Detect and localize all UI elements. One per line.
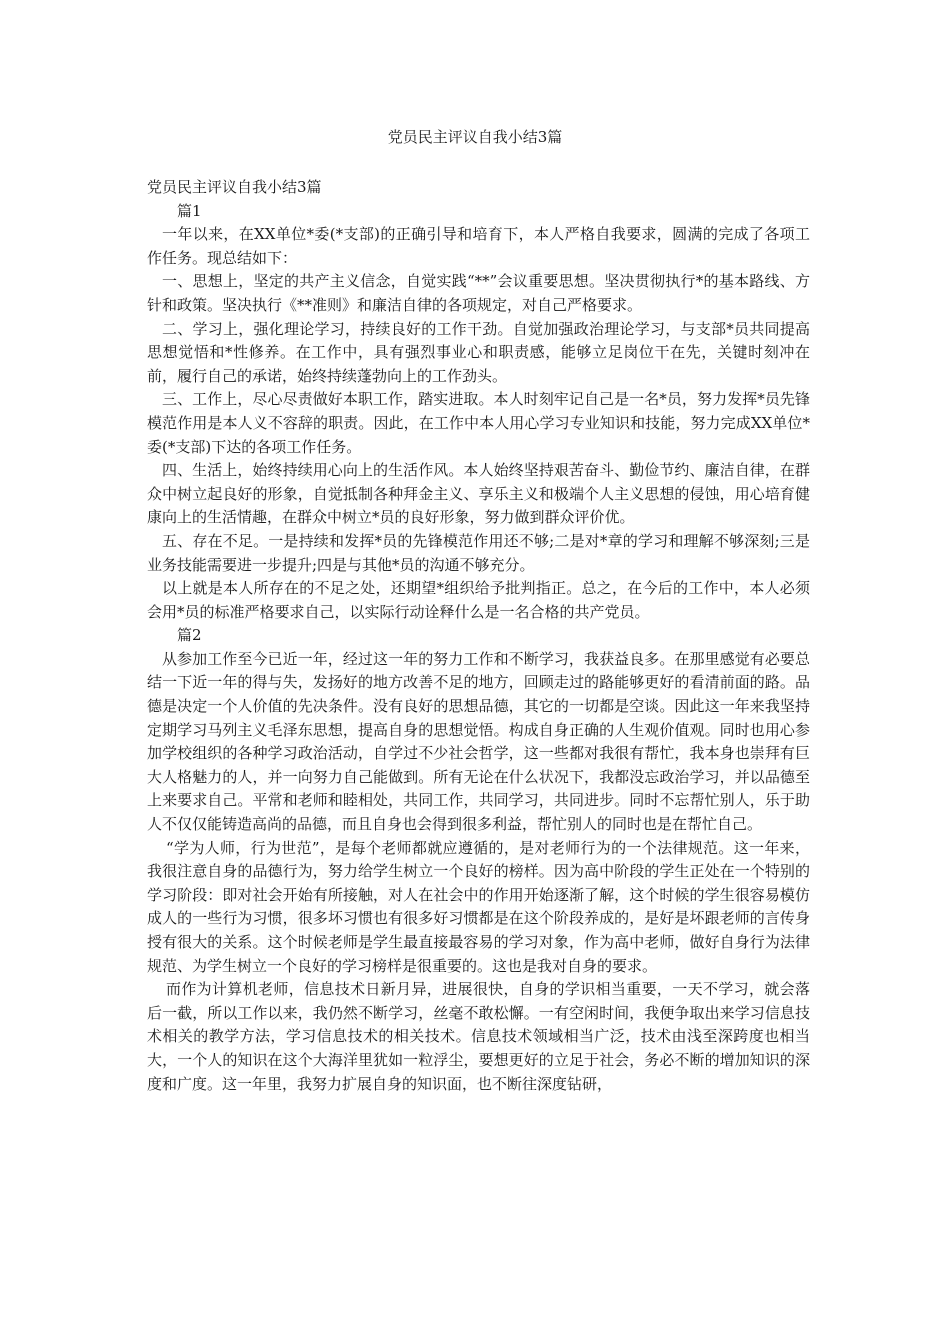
section-heading: 篇2 (177, 626, 202, 645)
paragraph: 一、思想上，坚定的共产主义信念，自觉实践“**”会议重要思想。坚决贯彻执行*的基本路线、方针和政策。坚决执行《**准则》和廉洁自律的各项规定，对自己严格要求。 (147, 272, 810, 314)
paragraph: 一年以来，在XX单位*委(*支部)的正确引导和培育下，本人严格自我要求，圆满的完成了各项工作任务。现总结如下： (147, 225, 810, 267)
paragraph: 四、生活上，始终持续用心向上的生活作风。本人始终坚持艰苦奋斗、勤俭节约、廉洁自律，在群众中树立起良好的形象，自觉抵制各种拜金主义、享乐主义和极端个人主义思想的侵蚀，用心培育健康向上的生活情趣，在群众中树立*员的良好形象，努力做到群众评价优。 (147, 461, 810, 527)
section-heading: 篇1 (177, 201, 202, 220)
paragraph: 二、学习上，强化理论学习，持续良好的工作干劲。自觉加强政治理论学习，与支部*员共同提高思想觉悟和*性修养。在工作中，具有强烈事业心和职责感，能够立足岗位干在先，关键时刻冲在前，履行自己的承诺，始终持续蓬勃向上的工作劲头。 (147, 319, 810, 385)
paragraph: 以上就是本人所存在的不足之处，还期望*组织给予批判指正。总之，在今后的工作中，本人必须会用*员的标准严格要求自己，以实际行动诠释什么是一名合格的共产党员。 (147, 579, 810, 621)
document-title: 党员民主评议自我小结3篇 (387, 128, 563, 146)
document-subtitle: 党员民主评议自我小结3篇 (147, 178, 322, 196)
paragraph: 五、存在不足。一是持续和发挥*员的先锋模范作用还不够;二是对*章的学习和理解不够深刻;三是业务技能需要进一步提升;四是与其他*员的沟通不够充分。 (147, 531, 810, 574)
paragraph: “学为人师，行为世范”，是每个老师都就应遵循的，是对老师行为的一个法律规范。这一年来，我很注意自身的品德行为，努力给学生树立一个良好的榜样。因为高中阶段的学生正处在一个特别的学习阶段：即对社会开始有所接触，对人在社会中的作用开始逐渐了解，这个时候的学生很容易模仿成人的一些行为习惯，很多坏习惯也有很多好习惯都是在这个阶段养成的，是好是坏跟老师的言传身授有很大的关系。这个时候老师是学生最直接最容易的学习对象，作为高中老师，做好自身行为法律规范、为学生树立一个良好的学习榜样是很重要的。这也是我对自身的要求。 (147, 838, 810, 975)
paragraph: 而作为计算机老师，信息技术日新月异，进展很快，自身的学识相当重要，一天不学习，就会落后一截，所以工作以来，我仍然不断学习，丝毫不敢松懈。一有空闲时间，我便争取出来学习信息技术相关的教学方法，学习信息技术的相关技术。信息技术领域相当广泛，技术由浅至深跨度也相当大，一个人的知识在这个大海洋里犹如一粒浮尘，要想更好的立足于社会，务必不断的增加知识的深度和广度。这一年里，我努力扩展自身的知识面，也不断往深度钻研， (147, 980, 810, 1093)
paragraph: 三、工作上，尽心尽责做好本职工作，踏实进取。本人时刻牢记自己是一名*员，努力发挥*员先锋模范作用是本人义不容辞的职责。因此，在工作中本人用心学习专业知识和技能，努力完成XX单位*委(*支部)下达的各项工作任务。 (147, 390, 810, 456)
paragraph: 从参加工作至今已近一年，经过这一年的努力工作和不断学习，我获益良多。在那里感觉有必要总结一下近一年的得与失，发扬好的地方改善不足的地方，回顾走过的路能够更好的看清前面的路。品德是决定一个人价值的先决条件。没有良好的思想品德，其它的一切都是空谈。因此这一年来我坚持定期学习马列主义毛泽东思想，提高自身的思想觉悟。构成自身正确的人生观价值观。同时也用心参加学校组织的各种学习政治活动，自学过不少社会哲学，这一些都对我很有帮忙，我本身也崇拜有巨大人格魅力的人，并一向努力自己能做到。所有无论在什么状况下，我都没忘政治学习，并以品德至上来要求自己。平常和老师和睦相处，共同工作，共同学习，共同进步。同时不忘帮忙别人，乐于助人不仅仅能铸造高尚的品德，而且自身也会得到很多利益，帮忙别人的同时也是在帮忙自己。 (147, 649, 810, 834)
document-body (147, 176, 810, 1096)
